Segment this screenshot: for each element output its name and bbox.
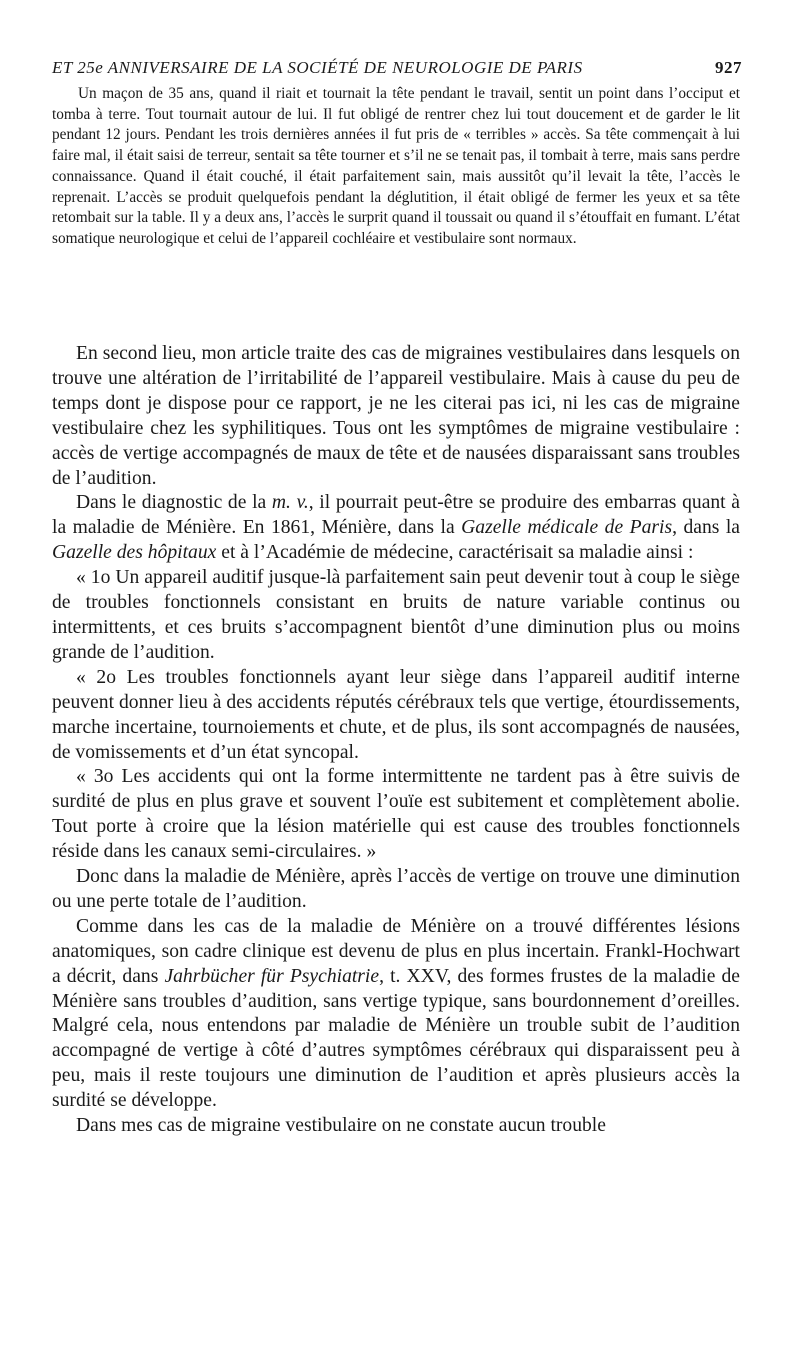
text-run: Dans le diagnostic de la: [76, 492, 272, 514]
case-note-paragraph: Un maçon de 35 ans, quand il riait et tournait la tête pendant le travail, sentit un point dans l’occiput et tomba à terre. Tout tournait autour de lui. Il fut obligé de rentrer chez lui tout doucement et de garder le lit pendant 12 jours. Pendant les trois dernières années il fut pris de « terribles » accès. Sa tête commençait à lui faire mal, il était saisi de terreur, sentait sa tête tourner et s’il ne se tenait pas, il tombait à terre, mais sans perdre connaissance. Quand il était couché, il était parfaitement sain, mais aussitôt qu’il levait la tête, l’accès le reprenait. L’accès se produit quelquefois pendant la déglutition, il était obligé de fermer les yeux et sa tête retombait sur la table. Il y a deux ans, l’accès le surprit quand il toussait ou quand il s’étouffait en fumant. L’état somatique neurologique et celui de l’appareil cochléaire et vestibulaire sont normaux.: [52, 85, 740, 247]
paragraph-final: Dans mes cas de migraine vestibulaire on ne constate aucun trouble: [76, 1115, 606, 1137]
text-run: , t. XXV, des formes frustes de la maladie de Ménière sans troubles d’audition, sans vertige typique, sans bourdonnement d’oreilles. Malgré cela, nous entendons par maladie de Ménière un trouble subit de l’audition accompagné de vertige à côté d’autres symptômes cérébraux qui disparaissent peu à peu, mais il reste toujours une diminution de l’audition et après plusieurs accès la surdité se développe.: [52, 965, 740, 1112]
text-run: Comme dans les cas de la maladie de Ménière on a trouvé différentes lésions anatomiques, son cadre clinique est devenu de plus en plus incertain. Frankl-Hochwart a décrit, dans: [52, 915, 740, 987]
abbreviation-mv: m. v.: [271, 492, 309, 514]
paragraph-quote-point-1: « 1o Un appareil auditif jusque-là parfaitement sain peut devenir tout à coup le siège de troubles fonctionnels consistant en bruits de nature variable continus ou intermittents, et ces bruits s’accompagnent bientôt d’une diminution plus ou moins grande de l’audition.: [52, 567, 740, 663]
main-text: [52, 342, 740, 1139]
text-run: , dans la: [672, 517, 740, 539]
running-title: ET 25e ANNIVERSAIRE DE LA SOCIÉTÉ DE NEUROLOGIE DE PARIS: [52, 58, 583, 77]
case-note-block: [52, 84, 740, 250]
text-run: et à l’Académie de médecine, caractérisait sa maladie ainsi :: [216, 542, 694, 564]
paragraph-quote-point-2: « 2o Les troubles fonctionnels ayant leur siège dans l’appareil auditif interne peuvent donner lieu à des accidents réputés cérébraux tels que vertige, étourdissements, marche incertaine, tournoiements et chute, et de plus, ils sont accompagnés de nausées, de vomissements et d’un état syncopal.: [52, 666, 740, 763]
paragraph-diagnosis: [52, 491, 740, 566]
journal-title: Gazelle des hôpitaux: [52, 542, 217, 564]
page-number: 927: [715, 58, 742, 77]
paragraph-quote-point-3: « 3o Les accidents qui ont la forme intermittente ne tardent pas à être suivis de surdité de plus en plus grave et souvent l’ouïe est subitement et complètement abolie. Tout porte à croire que la lésion matérielle qui est cause des troubles fonctionnels réside dans les canaux semi-circulaires. »: [52, 766, 740, 863]
running-header: [52, 58, 742, 78]
journal-title: Jahrbücher für Psychiatrie: [164, 965, 380, 987]
paragraph-conclusion: Donc dans la maladie de Ménière, après l’accès de vertige on trouve une diminution ou une perte totale de l’audition.: [52, 866, 740, 912]
paragraph-frankl-hochwart: [52, 915, 740, 1114]
text-run: , il pourrait peut-être se produire des embarras quant à la maladie de Ménière. En 1861, Ménière, dans la: [52, 492, 740, 539]
paragraph-vestibular-migraine: En second lieu, mon article traite des cas de migraines vestibulaires dans lesquels on trouve une altération de l’irritabilité de l’appareil vestibulaire. Mais à cause du peu de temps dont je dispose pour ce rapport, je ne les citerai pas ici, ni les cas de migraine vestibulaire chez les syphilitiques. Tous ont les symptômes de migraine vestibulaire : accès de vertige accompagnés de maux de tête et de nausées disparaissant sans troubles de l’audition.: [52, 343, 740, 489]
journal-title: Gazelle médicale de Paris: [461, 517, 673, 539]
